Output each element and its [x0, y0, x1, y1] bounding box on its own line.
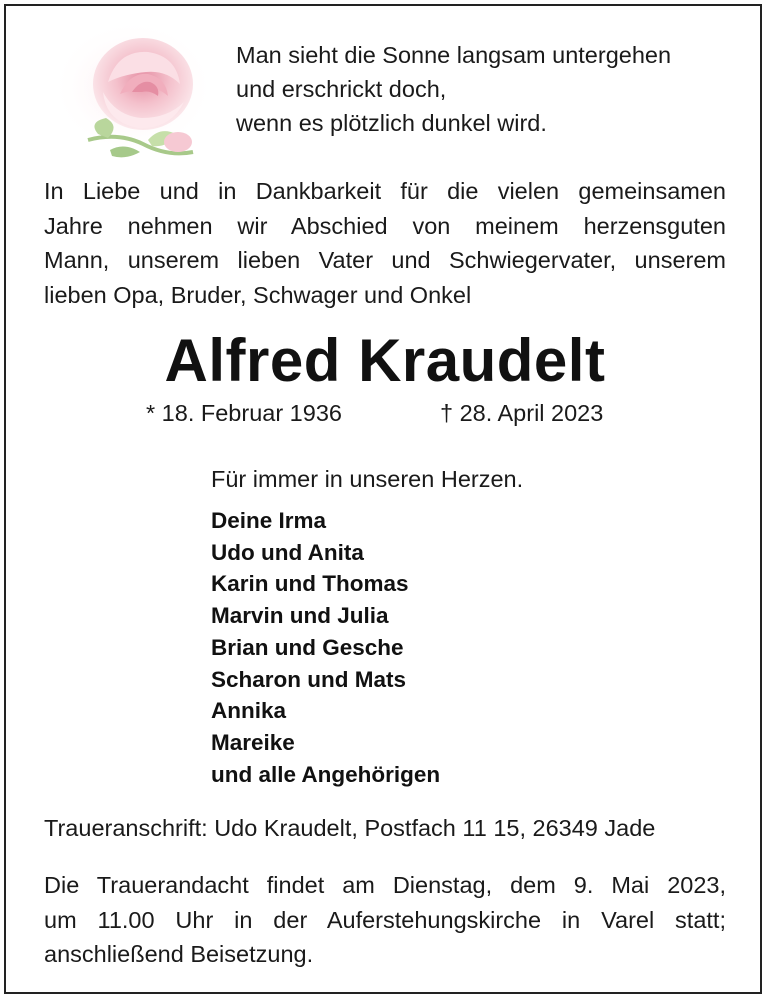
intro-line: In Liebe und in Dankbarkeit für die vielen gemeinsamen	[44, 178, 726, 204]
service-line: um 11.00 Uhr in der Auferstehungskirche in Varel statt;	[44, 906, 726, 933]
mourning-address: Traueranschrift: Udo Kraudelt, Postfach 11 15, 26349 Jade	[44, 815, 656, 841]
intro-text	[44, 174, 726, 312]
mourner-name: Karin und Thomas	[211, 571, 409, 597]
mourner-name: Annika	[211, 698, 287, 724]
mourner-name: Marvin und Julia	[211, 603, 389, 629]
death-date: † 28. April 2023	[440, 400, 604, 426]
forever-line: Für immer in unseren Herzen.	[211, 466, 524, 492]
deceased-name: Alfred Kraudelt	[164, 327, 606, 394]
intro-line: Jahre nehmen wir Abschied von meinem herzensguten	[44, 212, 726, 239]
mourner-name: und alle Angehörigen	[211, 761, 441, 787]
mourner-name: Udo und Anita	[211, 539, 364, 565]
poem-line: und erschrickt doch,	[236, 76, 447, 102]
poem-line: wenn es plötzlich dunkel wird.	[236, 110, 547, 136]
service-line: anschließend Beisetzung.	[44, 941, 314, 967]
intro-line: lieben Opa, Bruder, Schwager und Onkel	[44, 281, 472, 308]
poem	[236, 38, 671, 140]
mourner-name: Brian und Gesche	[211, 634, 404, 660]
pink-rose-icon	[48, 22, 208, 172]
intro-line: Mann, unserem lieben Vater und Schwiegervater, unserem	[44, 247, 726, 273]
mourner-name: Deine Irma	[211, 508, 327, 533]
service-line: Die Trauerandacht findet am Dienstag, dem 9. Mai 2023,	[44, 872, 726, 898]
service-info	[44, 868, 726, 972]
poem-line: Man sieht die Sonne langsam untergehen	[236, 42, 672, 68]
mourner-name: Mareike	[211, 729, 295, 755]
birth-date: * 18. Februar 1936	[146, 400, 342, 426]
mourners-list	[211, 505, 440, 790]
mourner-name: Scharon und Mats	[211, 666, 407, 692]
